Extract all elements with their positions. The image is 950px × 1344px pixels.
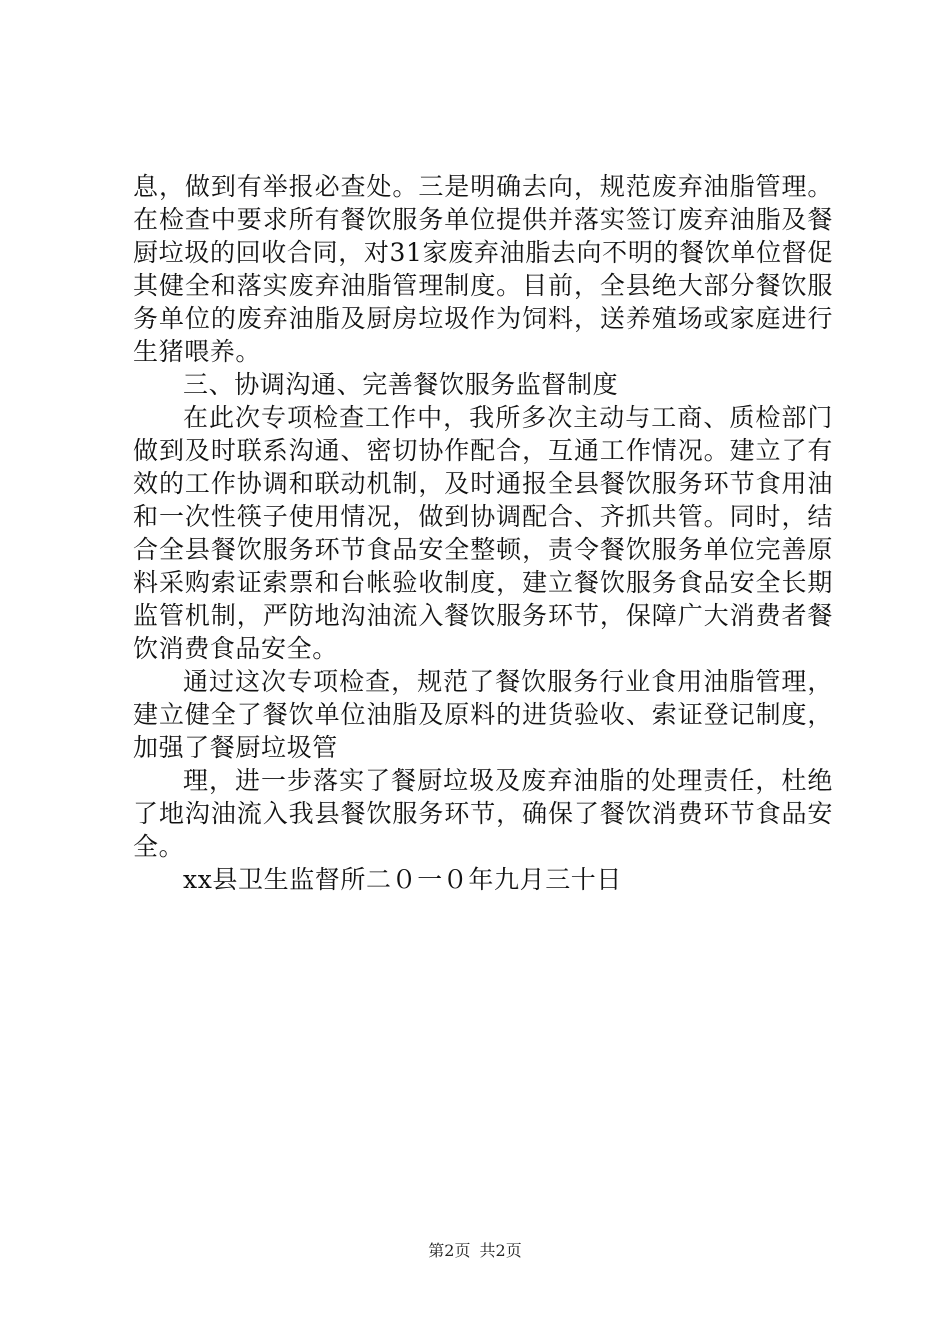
text-line: 在此次专项检查工作中，我所多次主动与工商、质检部门 <box>183 403 833 432</box>
signature-line: xx县卫生监督所二０一０年九月三十日 <box>183 865 622 894</box>
text-line: 生猪喂养。 <box>133 337 262 366</box>
text-line: 其健全和落实废弃油脂管理制度。目前，全县绝大部分餐饮服 <box>133 271 833 300</box>
text-line: 在检查中要求所有餐饮服务单位提供并落实签订废弃油脂及餐 <box>133 205 833 234</box>
text-line: 合全县餐饮服务环节食品安全整顿，责令餐饮服务单位完善原 <box>133 535 833 564</box>
text-line: 料采购索证索票和台帐验收制度，建立餐饮服务食品安全长期 <box>133 568 833 597</box>
text-line: 饮消费食品安全。 <box>133 634 338 663</box>
page-footer <box>0 1241 950 1261</box>
page-total: 共2页 <box>479 1241 522 1260</box>
text-line: 息，做到有举报必查处。三是明确去向，规范废弃油脂管理。 <box>133 172 833 201</box>
page-number: 第2页 <box>428 1241 471 1260</box>
text-line: 加强了餐厨垃圾管 <box>133 733 338 762</box>
text-line: 做到及时联系沟通、密切协作配合，互通工作情况。建立了有 <box>133 436 833 465</box>
text-line: 了地沟油流入我县餐饮服务环节，确保了餐饮消费环节食品安 <box>133 799 833 828</box>
text-line: 务单位的废弃油脂及厨房垃圾作为饲料，送养殖场或家庭进行 <box>133 304 833 333</box>
text-line: 效的工作协调和联动机制，及时通报全县餐饮服务环节食用油 <box>133 469 833 498</box>
document-body <box>133 170 833 896</box>
text-line: 通过这次专项检查，规范了餐饮服务行业食用油脂管理， <box>183 667 833 696</box>
text-line: 全。 <box>133 832 185 861</box>
text-line: 厨垃圾的回收合同，对31家废弃油脂去向不明的餐饮单位督促 <box>133 238 833 267</box>
text-line: 监管机制，严防地沟油流入餐饮服务环节，保障广大消费者餐 <box>133 601 833 630</box>
section-heading: 三、协调沟通、完善餐饮服务监督制度 <box>183 370 619 399</box>
text-line: 理，进一步落实了餐厨垃圾及废弃油脂的处理责任，杜绝 <box>183 766 833 795</box>
text-line: 和一次性筷子使用情况，做到协调配合、齐抓共管。同时，结 <box>133 502 833 531</box>
text-line: 建立健全了餐饮单位油脂及原料的进货验收、索证登记制度， <box>133 700 833 729</box>
